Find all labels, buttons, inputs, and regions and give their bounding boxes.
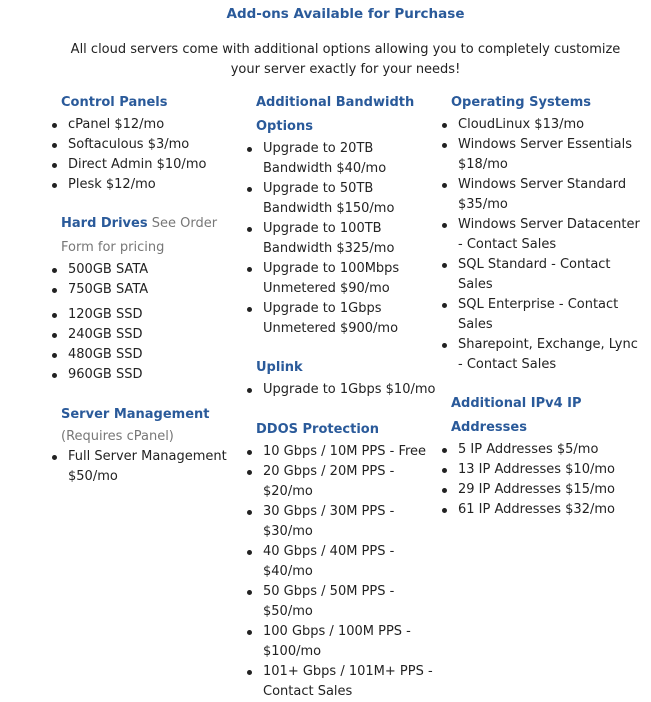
list-item: Plesk $12/mo [61,175,251,195]
list-item: Upgrade to 1Gbps Unmetered $900/mo [256,299,446,339]
list-item: Windows Server Datacenter - Contact Sales [451,215,641,255]
control-panels-list [61,115,251,195]
list-item: 5 IP Addresses $5/mo [451,440,641,460]
list-item: 13 IP Addresses $10/mo [451,460,641,480]
uplink-list [256,380,446,400]
list-item: Windows Server Standard $35/mo [451,175,641,215]
list-item: 480GB SSD [61,345,251,365]
list-item: SQL Enterprise - Contact Sales [451,295,641,335]
server-management-list [61,447,251,487]
bandwidth-list [256,139,446,339]
uplink-section [256,356,446,400]
list-item: cPanel $12/mo [61,115,251,135]
list-item: Upgrade to 20TB Bandwidth $40/mo [256,139,446,179]
ipv4-list [451,440,641,520]
list-item: 240GB SSD [61,325,251,345]
ipv4-heading: Additional IPv4 IP Addresses [451,396,582,435]
control-panels-section [61,91,251,195]
list-item: 10 Gbps / 10M PPS - Free [256,442,446,462]
list-item: 29 IP Addresses $15/mo [451,480,641,500]
operating-systems-heading: Operating Systems [451,95,592,110]
list-item: Full Server Management $50/mo [61,447,251,487]
list-item: CloudLinux $13/mo [451,115,641,135]
ddos-list [256,442,446,702]
ipv4-section [451,392,641,520]
list-item: Upgrade to 100TB Bandwidth $325/mo [256,219,446,259]
ddos-section [256,418,446,702]
list-item: 40 Gbps / 40M PPS - $40/mo [256,542,446,582]
operating-systems-list [451,115,641,375]
list-item: Sharepoint, Exchange, Lync - Contact Sales [451,335,641,375]
list-item: 120GB SSD [61,305,251,325]
list-item: Direct Admin $10/mo [61,155,251,175]
list-item: 960GB SSD [61,365,251,385]
list-item: 20 Gbps / 20M PPS - $20/mo [256,462,446,502]
ddos-heading: DDOS Protection [256,422,379,437]
hard-drives-section [61,212,251,385]
bandwidth-heading: Additional Bandwidth Options [256,95,415,134]
server-management-note: (Requires cPanel) [61,429,174,444]
uplink-heading: Uplink [256,360,303,375]
hard-drives-list [61,260,251,385]
list-item: 750GB SATA [61,280,251,300]
list-item: SQL Standard - Contact Sales [451,255,641,295]
list-item: Softaculous $3/mo [61,135,251,155]
list-item: 500GB SATA [61,260,251,280]
list-item: 30 Gbps / 30M PPS - $30/mo [256,502,446,542]
hard-drives-heading [61,212,251,260]
server-management-heading: Server Management [61,407,210,422]
list-item: 61 IP Addresses $32/mo [451,500,641,520]
page-title: Add-ons Available for Purchase [226,6,465,22]
list-item: Upgrade to 100Mbps Unmetered $90/mo [256,259,446,299]
list-item: 50 Gbps / 50M PPS - $50/mo [256,582,446,622]
hard-drives-title: Hard Drives [61,216,148,231]
list-item: Windows Server Essentials $18/mo [451,135,641,175]
hard-drives-note: See Order Form for pricing [61,216,218,255]
list-item: Upgrade to 1Gbps $10/mo [256,380,446,400]
operating-systems-section [451,91,641,375]
list-item: 100 Gbps / 100M PPS - $100/mo [256,622,446,662]
bandwidth-section [256,91,446,339]
server-management-section [61,403,251,487]
list-item: 101+ Gbps / 101M+ PPS - Contact Sales [256,662,446,702]
control-panels-heading: Control Panels [61,95,168,110]
list-item: Upgrade to 50TB Bandwidth $150/mo [256,179,446,219]
intro-text: All cloud servers come with additional options allowing you to completely customize your server exactly for your needs! [70,42,621,77]
